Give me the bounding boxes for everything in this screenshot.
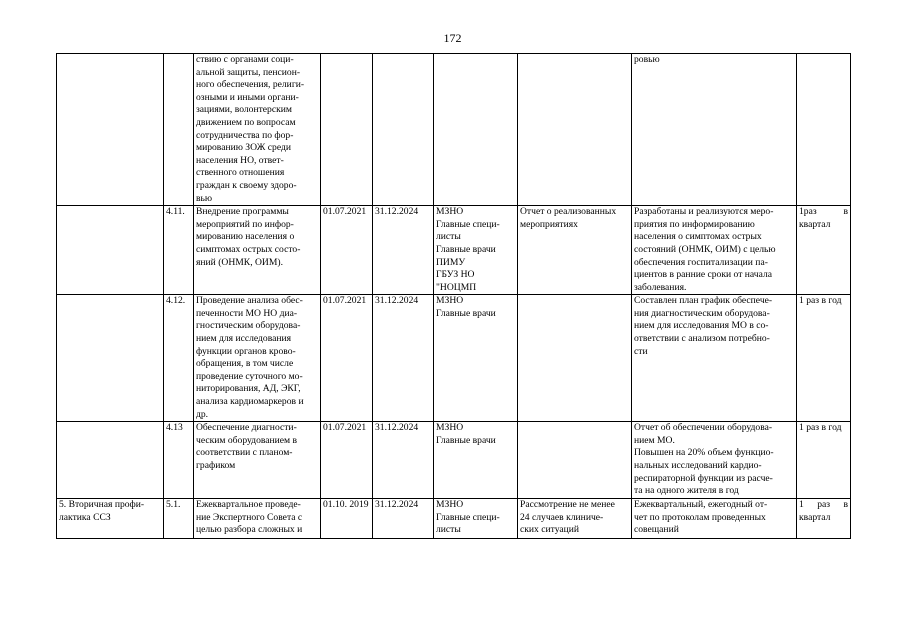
cell-text-line: приятия по информированию xyxy=(634,218,755,230)
cell-text-line: ственного отношения xyxy=(196,167,285,179)
cell-text-line: функции органов крово- xyxy=(196,345,296,357)
section-cell xyxy=(57,295,164,422)
cell-text-line: ствию с органами соци- xyxy=(196,54,294,65)
result-cell xyxy=(632,295,797,422)
cell-text-line: Ежеквартальное проведе- xyxy=(196,499,301,511)
cell-text-line: ГБУЗ НО xyxy=(436,269,475,281)
cell-text-line: Внедрение программы xyxy=(196,206,289,218)
section-cell xyxy=(57,206,164,295)
executors-cell xyxy=(434,499,518,539)
start-date-cell xyxy=(321,54,373,206)
cell-text-line: мированию ЗОЖ среди xyxy=(196,142,291,154)
cell-text-line: сотрудничества по фор- xyxy=(196,129,294,141)
cell-text-line: циентов в ранние сроки от начала xyxy=(634,269,773,281)
cell-text-line: респираторной функции из расче- xyxy=(634,472,773,484)
section-cell xyxy=(57,54,164,206)
start-date-cell: 01.07.2021 xyxy=(321,206,373,295)
cell-text-line: Обеспечение диагности- xyxy=(196,422,297,434)
cell-text-line: 24 случаев клиниче- xyxy=(520,511,604,523)
cell-text-line: Отчет об обеспечении оборудова- xyxy=(634,422,773,434)
cell-text-line: мированию населения о xyxy=(196,231,295,243)
cell-text-line: нием для исследования МО в со- xyxy=(634,320,769,332)
cell-text-line: гностическим оборудова- xyxy=(196,320,301,332)
activity-cell xyxy=(194,206,321,295)
cell-text-line: мероприятий по инфор- xyxy=(196,218,294,230)
table-row xyxy=(57,422,851,499)
cell-text-line: ских ситуаций xyxy=(520,524,580,536)
activity-cell xyxy=(194,422,321,499)
executors-cell xyxy=(434,422,518,499)
cell-text-line: нальных исследований кардио- xyxy=(634,460,762,471)
cell-text-line: др. xyxy=(196,408,209,420)
cell-text-line: листы xyxy=(436,231,461,243)
cell-text-line: населения НО, ответ- xyxy=(196,154,284,166)
table-row xyxy=(57,54,851,206)
cell-text-line: вью xyxy=(196,192,213,204)
periodicity-cell: 1 раз в квартал xyxy=(797,499,851,539)
cell-text-line: населения о симптомах острых xyxy=(634,231,762,243)
cell-text-line: МЗНО xyxy=(436,206,464,218)
item-number-cell: 4.11. xyxy=(164,206,194,295)
indicator-cell xyxy=(518,295,632,422)
cell-text-line: озными и иными органи- xyxy=(196,91,299,103)
activity-cell xyxy=(194,54,321,206)
cell-text-line: нием МО. xyxy=(634,434,675,446)
executors-cell xyxy=(434,206,518,295)
cell-text-line: Проведение анализа обес- xyxy=(196,295,303,307)
cell-text-line: чет по протоколам проведенных xyxy=(634,511,766,523)
cell-text-line: МЗНО xyxy=(436,422,464,434)
cell-text-line: ния диагностическим оборудова- xyxy=(634,307,770,319)
end-date-cell: 31.12.2024 xyxy=(373,206,434,295)
cell-text-line: ниторирования, АД, ЭКГ, xyxy=(196,383,301,395)
cell-text-line: совещаний xyxy=(634,524,679,536)
indicator-cell xyxy=(518,499,632,539)
cell-text-line: соответствии с планом- xyxy=(196,447,293,459)
activity-cell xyxy=(194,295,321,422)
cell-text-line: целью разбора сложных и xyxy=(196,524,303,536)
result-cell xyxy=(632,499,797,539)
cell-text-line: сти xyxy=(634,345,648,357)
end-date-cell: 31.12.2024 xyxy=(373,295,434,422)
periodicity-cell xyxy=(797,54,851,206)
end-date-cell: 31.12.2024 xyxy=(373,422,434,499)
section-cell xyxy=(57,422,164,499)
plan-table xyxy=(56,53,851,539)
start-date-cell: 01.07.2021 xyxy=(321,295,373,422)
end-date-cell xyxy=(373,54,434,206)
cell-text-line: яний (ОНМК, ОИМ). xyxy=(196,256,283,268)
activity-cell xyxy=(194,499,321,539)
cell-text-line: ровью xyxy=(634,54,660,65)
cell-text-line: та на одного жителя в год xyxy=(634,485,739,497)
result-cell xyxy=(632,54,797,206)
indicator-cell xyxy=(518,206,632,295)
cell-text-line: Главные врачи xyxy=(436,243,496,255)
cell-text-line: МЗНО xyxy=(436,295,464,307)
cell-text-line: ческим оборудованием в xyxy=(196,434,298,446)
item-number-cell xyxy=(164,54,194,206)
cell-text-line: состояний (ОНМК, ОИМ) с целью xyxy=(634,243,776,255)
cell-text-line: альной защиты, пенсион- xyxy=(196,66,301,78)
cell-text-line: мероприятиях xyxy=(520,218,578,230)
cell-text-line: Главные специ- xyxy=(436,511,500,523)
table-row xyxy=(57,206,851,295)
cell-text-line: Разработаны и реализуются меро- xyxy=(634,206,774,218)
end-date-cell: 31.12.2024 xyxy=(373,499,434,539)
cell-text-line: ного обеспечения, религи- xyxy=(196,79,305,91)
cell-text-line: ние Экспертного Совета с xyxy=(196,511,303,523)
cell-text-line: графиком xyxy=(196,460,236,471)
section-cell: 5. Вторичная профи-лактика ССЗ xyxy=(57,499,164,539)
cell-text-line: МЗНО xyxy=(436,499,464,511)
start-date-cell: 01.07.2021 xyxy=(321,422,373,499)
table-body xyxy=(57,54,851,539)
start-date-cell: 01.10. 2019 xyxy=(321,499,373,539)
cell-text-line: движением по вопросам xyxy=(196,116,296,128)
cell-text-line: Рассмотрение не менее xyxy=(520,499,615,511)
cell-text-line: "НОЦМП xyxy=(436,281,477,293)
page-number: 172 xyxy=(443,31,462,45)
cell-text-line: заболевания. xyxy=(634,281,687,293)
item-number-cell: 5.1. xyxy=(164,499,194,539)
item-number-cell: 4.13 xyxy=(164,422,194,499)
cell-text-line: Повышен на 20% объем функцио- xyxy=(634,447,774,459)
cell-text-line: Отчет о реализованных xyxy=(520,206,617,218)
cell-text-line: ответствии с анализом потребно- xyxy=(634,333,770,345)
cell-text-line: обращения, в том числе xyxy=(196,358,294,370)
periodicity-cell: 1 раз в год xyxy=(797,422,851,499)
indicator-cell xyxy=(518,54,632,206)
periodicity-cell: 1раз в квартал xyxy=(797,206,851,295)
periodicity-cell: 1 раз в год xyxy=(797,295,851,422)
table-row xyxy=(57,499,851,539)
cell-text-line: анализа кардиомаркеров и xyxy=(196,396,304,408)
indicator-cell xyxy=(518,422,632,499)
result-cell xyxy=(632,422,797,499)
result-cell xyxy=(632,206,797,295)
cell-text-line: зациями, волонтерским xyxy=(196,104,292,116)
cell-text-line: обеспечения госпитализации па- xyxy=(634,256,768,268)
executors-cell xyxy=(434,295,518,422)
cell-text-line: Главные врачи xyxy=(436,434,496,446)
cell-text-line: Ежеквартальный, ежегодный от- xyxy=(634,499,768,511)
item-number-cell: 4.12. xyxy=(164,295,194,422)
cell-text-line: Составлен план график обеспече- xyxy=(634,295,773,307)
cell-text-line: ПИМУ xyxy=(436,256,466,268)
cell-text-line: Главные врачи xyxy=(436,307,496,319)
executors-cell xyxy=(434,54,518,206)
cell-text-line: симптомах острых состо- xyxy=(196,243,301,255)
cell-text-line: граждан к своему здоро- xyxy=(196,179,297,191)
cell-text-line: проведение суточного мо- xyxy=(196,370,303,382)
table-row xyxy=(57,295,851,422)
cell-text-line: печенности МО НО диа- xyxy=(196,307,298,319)
cell-text-line: нием для исследования xyxy=(196,333,292,345)
cell-text-line: листы xyxy=(436,524,461,536)
cell-text-line: Главные специ- xyxy=(436,218,500,230)
